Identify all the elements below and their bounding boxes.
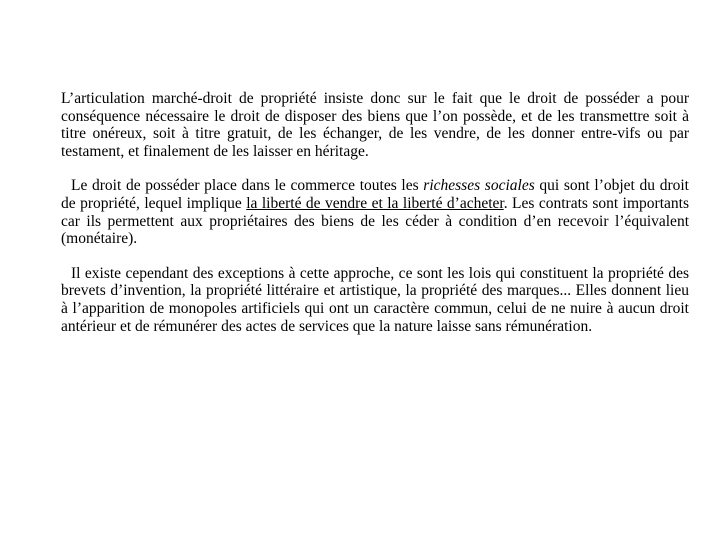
document-body [61,90,689,335]
underlined-phrase: la liberté de vendre et la liberté d’acheter [246,194,504,212]
paragraph-2-part-3: . Les contrats sont importants car ils permettent aux propriétaires des biens de les céder à condition d’en recevoir l’équivalent (monétaire). [61,194,689,248]
italic-phrase: richesses sociales [423,177,535,195]
paragraph-2 [61,177,689,247]
paragraph-3: Il existe cependant des exceptions à cette approche, ce sont les lois qui constituent la propriété des brevets d’invention, la propriété littéraire et artistique, la propriété des marques... Elles donnent lieu à l’apparition de monopoles artificiels qui ont un caractère commun, celui de ne nuire à aucun droit antérieur et de rémunérer des actes de services que la nature laisse sans rémunération. [61,264,689,335]
paragraph-2-part-1: Le droit de posséder place dans le commerce toutes les [71,177,424,195]
paragraph-2-part-2: qui sont l’objet du droit de propriété, lequel implique [61,177,689,212]
paragraph-1: L’articulation marché-droit de propriété insiste donc sur le fait que le droit de posséder a pour conséquence nécessaire le droit de disposer des biens que l’on possède, et de les transmettre soit à titre onéreux, soit à titre gratuit, de les échanger, de les vendre, de les donner entre-vifs ou par testament, et finalement de les laisser en héritage. [61,90,689,160]
